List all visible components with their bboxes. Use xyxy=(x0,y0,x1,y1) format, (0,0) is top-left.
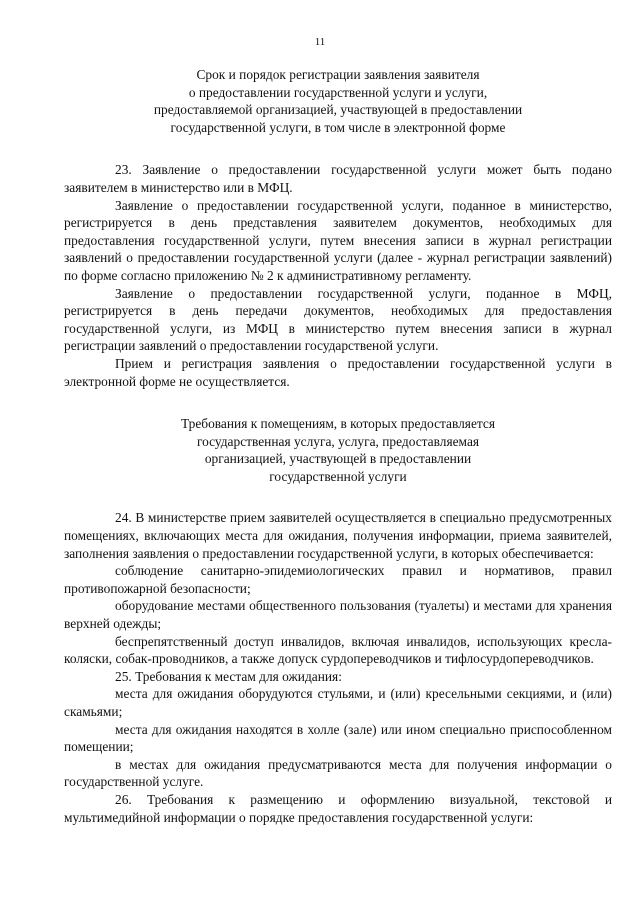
page-number: 11 xyxy=(314,36,326,48)
paragraph-24: 24. В министерстве прием заявителей осуществляется в специально предусмотренных помещениях, включающих места для ожидания, получения информации, приема заявителей, заполнения заявления о предоставлении государственной услуги, в которых обеспечивается: xyxy=(64,510,612,561)
paragraph-electronic-registration: Прием и регистрация заявления о предоставлении государственной услуги в электронной форме не осуществляется. xyxy=(64,355,612,389)
paragraph-26: 26. Требования к размещению и оформлению визуальной, текстовой и мультимедийной информации о порядке предоставления государственной услуги: xyxy=(64,791,612,825)
heading-line: Срок и порядок регистрации заявления заявителя xyxy=(196,67,480,82)
paragraph-23: 23. Заявление о предоставлении государственной услуги может быть подано заявителем в министерство или в МФЦ. xyxy=(64,162,612,195)
heading-line: государственная услуга, услуга, предоставляемая xyxy=(196,433,480,449)
paragraph-waiting-seating: места для ожидания оборудуются стульями, и (или) кресельными секциями, и (или) скамьями; xyxy=(64,686,612,719)
heading-line: о предоставлении государственной услуги и услуги, xyxy=(188,84,488,100)
heading-line: государственной услуги, в том числе в электронной форме xyxy=(170,119,506,135)
heading-line: государственной услуги xyxy=(269,468,407,484)
heading-line: Требования к помещениям, в которых предоставляется xyxy=(180,416,496,432)
paragraph-ministry-registration: Заявление о предоставлении государственной услуги, поданное в министерство, регистрируется в день представления заявителем документов, необходимых для предоставления государственной услуги, путем внесения записи в журнал регистрации заявлений о предоставлении государственной услуги (далее - журнал регистрации заявлений) по форме согласно приложению № 2 к административному регламенту. xyxy=(64,197,612,283)
paragraph-25: 25. Требования к местам для ожидания: xyxy=(115,668,342,684)
paragraph-accessibility: беспрепятственный доступ инвалидов, включая инвалидов, использующих кресла-коляски, собак-проводников, а также допуск сурдопереводчиков и тифлосурдопереводчиков. xyxy=(64,633,612,667)
paragraph-waiting-location: места для ожидания находятся в холле (зале) или ином специально приспособленном помещении; xyxy=(64,721,612,755)
heading-line: организацией, участвующей в предоставлении xyxy=(204,451,472,467)
paragraph-mfc-registration: Заявление о предоставлении государственной услуги, поданное в МФЦ, регистрируется в день передачи документов, необходимых для предоставления государственной услуги, из МФЦ в министерство путем внесения записи в журнал регистрации заявлений о предоставлении государственой услуги. xyxy=(64,285,612,354)
section-heading-premises xyxy=(64,415,612,485)
paragraph-public-facilities: оборудование местами общественного пользования (туалеты) и местами для хранения верхней одежды; xyxy=(64,598,612,632)
document-body xyxy=(64,66,612,826)
section-heading-registration xyxy=(64,66,612,136)
paragraph-sanitary-rules: соблюдение санитарно-эпидемиологических правил и нормативов, правил противопожарной безопасности; xyxy=(64,563,612,596)
heading-line: предоставляемой организацией, участвующей в предоставлении xyxy=(153,102,523,118)
paragraph-waiting-information: в местах для ожидания предусматриваются места для получения информации о государственной услуге. xyxy=(64,756,612,790)
